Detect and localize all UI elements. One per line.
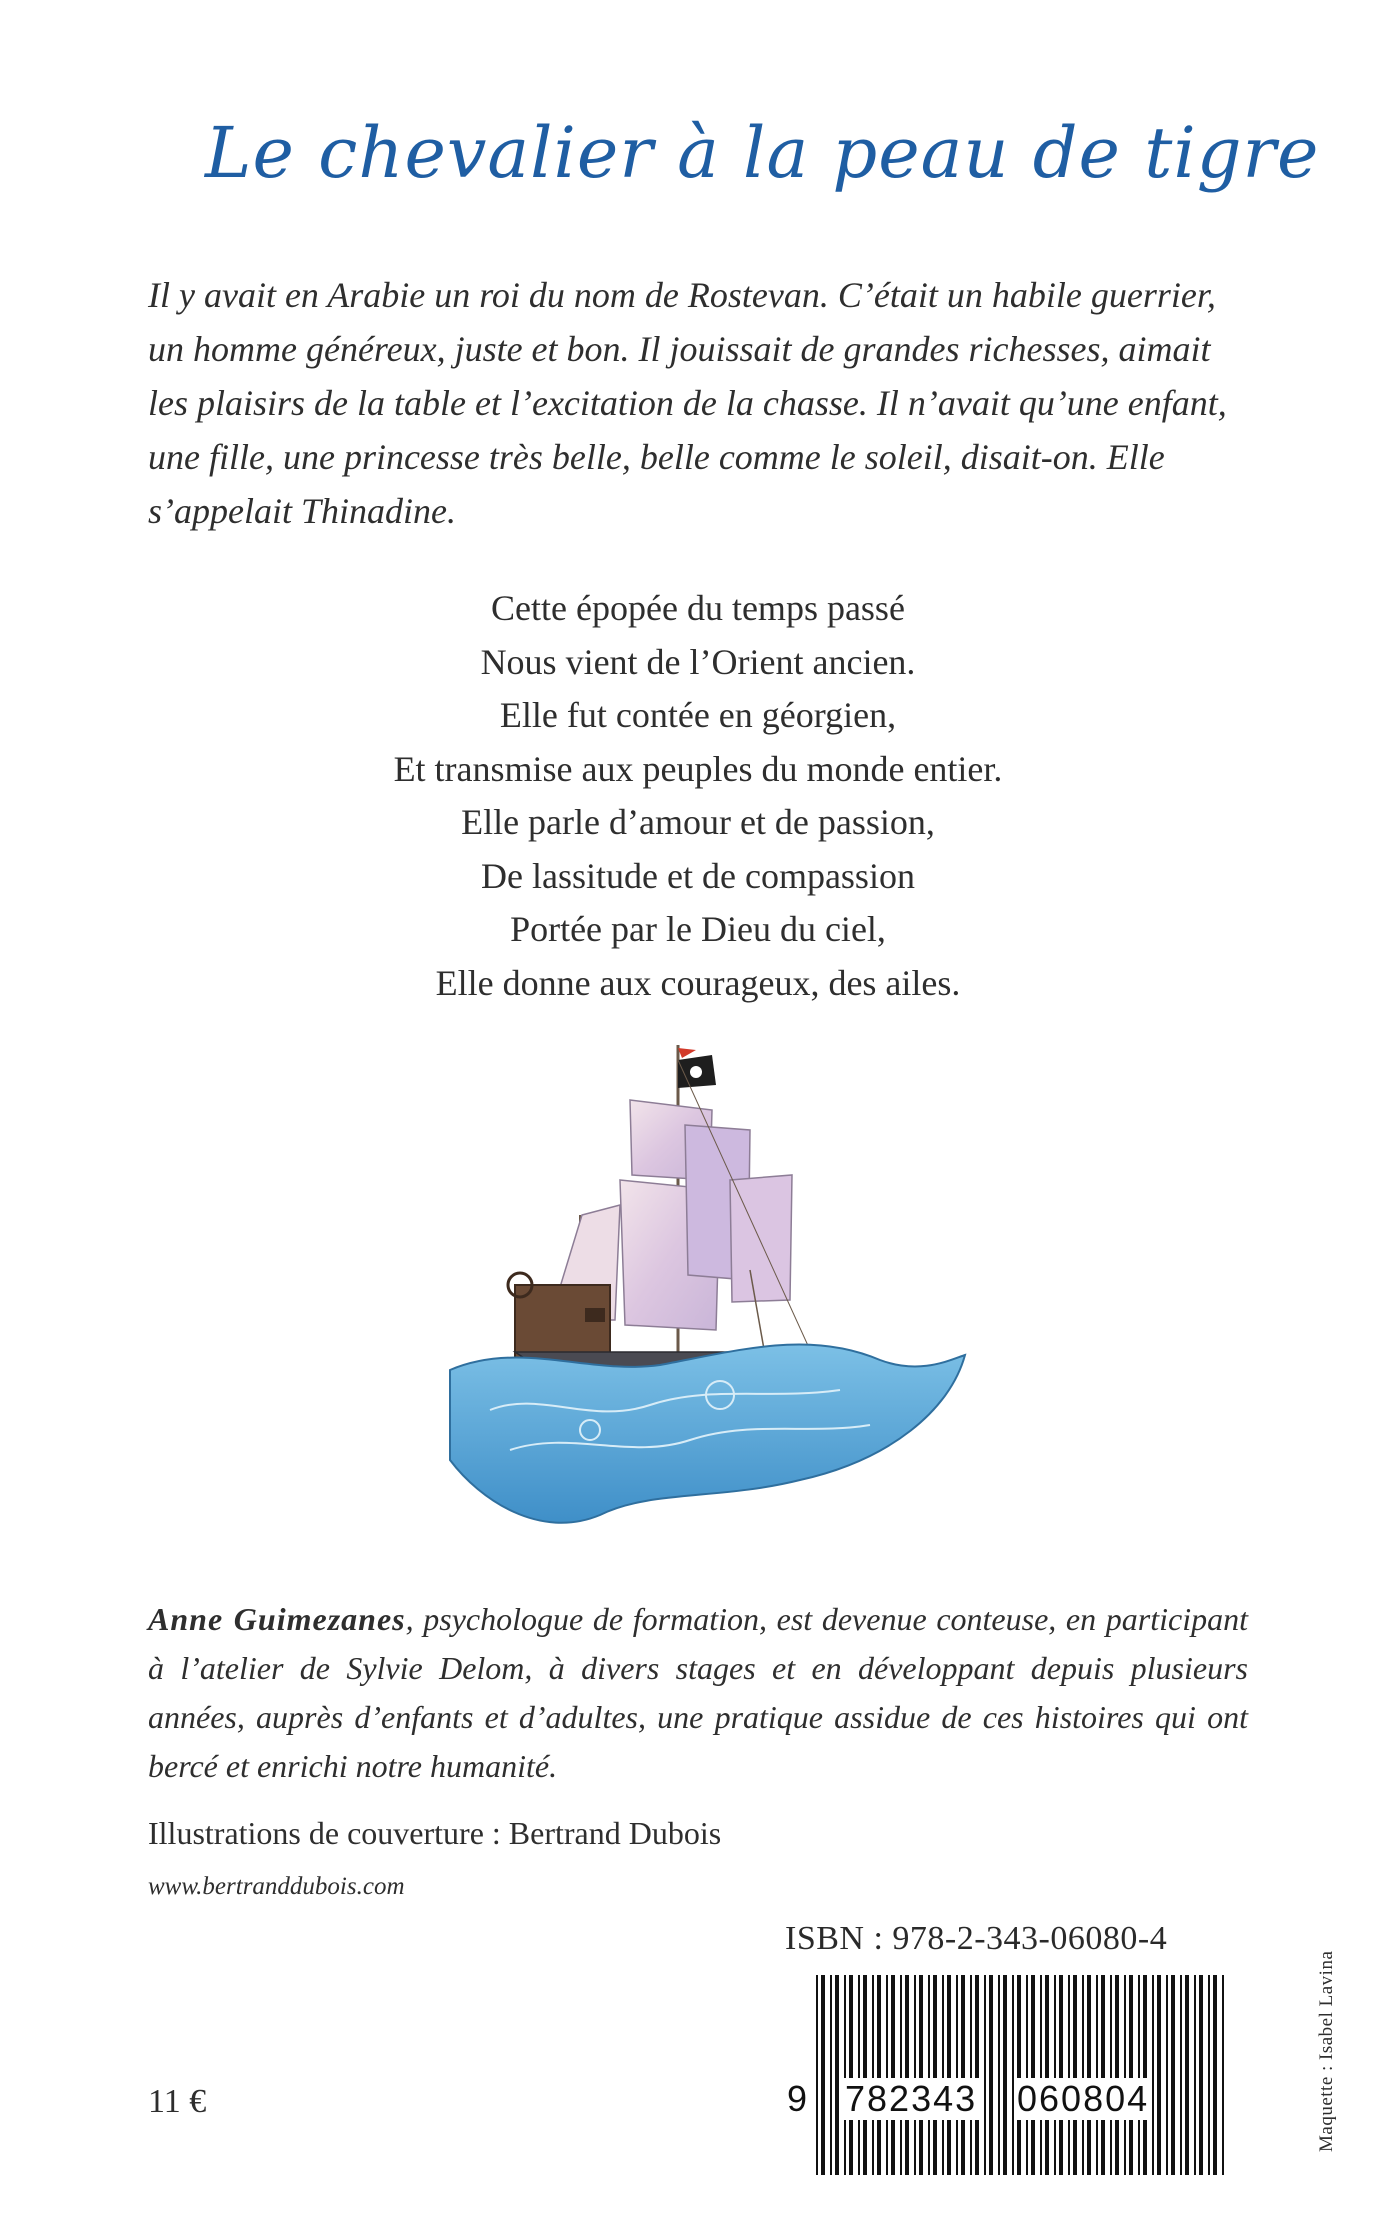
barcode-bar: [1185, 1975, 1189, 2175]
barcode-digits-right: 060804: [1017, 2078, 1150, 2119]
barcode-bar: [1171, 1975, 1175, 2175]
barcode-bar: [984, 1975, 986, 2175]
barcode-bar: [1194, 1975, 1196, 2175]
barcode-bar: [1101, 1975, 1105, 2175]
barcode-bar: [1087, 1975, 1091, 2175]
poem-line: Elle fut contée en géorgien,: [499, 695, 897, 735]
barcode-bar: [886, 1975, 888, 2175]
barcode-bar: [891, 1975, 895, 2175]
barcode: [812, 1975, 1228, 2175]
ship-illustration-icon: [420, 1030, 980, 1570]
barcode-bar: [1115, 1975, 1119, 2175]
barcode-bar: [942, 1975, 944, 2175]
barcode-bar: [1045, 1975, 1049, 2175]
barcode-bar: [1180, 1975, 1182, 2175]
barcode-bar: [928, 1975, 930, 2175]
author-bio-text: , psychologue de formation, est devenue conteuse, en participant à l’atelier de Sylvie Delom, à divers stages et en développant depuis plusieurs années, auprès d’enfants et d’adultes, une pratique assidue de ces histoires qui ont bercé et enrichi notre humanité.: [148, 1601, 1249, 1784]
poem: [148, 582, 1248, 1010]
barcode-bar: [835, 1975, 839, 2175]
barcode-bar: [1152, 1975, 1154, 2175]
barcode-bar: [1059, 1975, 1063, 2175]
barcode-bar: [975, 1975, 979, 2175]
barcode-bar: [1073, 1975, 1077, 2175]
barcode-bar: [1157, 1975, 1161, 2175]
design-credit: Maquette : Isabel Lavina: [1316, 1950, 1337, 2152]
barcode-bar: [1082, 1975, 1084, 2175]
barcode-bar: [1138, 1975, 1140, 2175]
poem-line: Elle parle d’amour et de passion,: [461, 802, 935, 842]
poem-line: Nous vient de l’Orient ancien.: [480, 641, 916, 682]
barcode-bar: [905, 1975, 909, 2175]
barcode-bar: [1213, 1975, 1217, 2175]
poem-line: Portée par le Dieu du ciel,: [510, 909, 886, 949]
poem-line: De lassitude et de compassion: [481, 855, 915, 896]
barcode-bar: [858, 1975, 860, 2175]
barcode-bar: [872, 1975, 874, 2175]
barcode-bar: [998, 1975, 1000, 2175]
isbn: ISBN : 978-2-343-06080-4: [785, 1920, 1168, 1957]
barcode-bar: [816, 1975, 818, 2175]
barcode-digits-left: 782343: [845, 2078, 978, 2119]
barcode-bar: [830, 1975, 832, 2175]
barcode-bar: [1068, 1975, 1070, 2175]
poem-line: Et transmise aux peuples du monde entier.: [393, 748, 1003, 789]
barcode-bar: [1222, 1975, 1224, 2175]
barcode-bar: [863, 1975, 867, 2175]
barcode-bar: [914, 1975, 916, 2175]
barcode-bar: [877, 1975, 881, 2175]
barcode-bar: [947, 1975, 951, 2175]
barcode-bar: [1040, 1975, 1042, 2175]
barcode-bar: [956, 1975, 958, 2175]
barcode-bar: [1208, 1975, 1210, 2175]
barcode-digit-prefix: 9: [787, 2078, 808, 2119]
barcode-bar: [1026, 1975, 1028, 2175]
barcode-bar: [1129, 1975, 1133, 2175]
illustrator-website-link[interactable]: www.bertranddubois.com: [148, 1873, 405, 1900]
barcode-bar: [1124, 1975, 1126, 2175]
barcode-digits: [785, 2078, 1245, 2138]
barcode-bar: [1166, 1975, 1168, 2175]
barcode-bar: [1003, 1975, 1007, 2175]
book-title: Le chevalier à la peau de tigre: [205, 112, 1320, 194]
author-name: Anne Guimezanes: [148, 1601, 406, 1637]
barcode-bar: [849, 1975, 853, 2175]
barcode-bar: [1012, 1975, 1014, 2175]
barcode-bar: [919, 1975, 923, 2175]
author-bio: [148, 1595, 1248, 1791]
price: 11 €: [148, 2083, 207, 2120]
barcode-bar: [1017, 1975, 1021, 2175]
barcode-bar: [1054, 1975, 1056, 2175]
barcode-bar: [844, 1975, 846, 2175]
barcode-bar: [900, 1975, 902, 2175]
intro-paragraph: Il y avait en Arabie un roi du nom de Rostevan. C’était un habile guerrier, un homme généreux, juste et bon. Il jouissait de grandes richesses, aimait les plaisirs de la table et l’excitation de la chasse. Il n’avait qu’une enfant, une fille, une princesse très belle, belle comme le soleil, disait-on. Elle s’appelait Thinadine.: [148, 275, 1227, 531]
barcode-bar: [1199, 1975, 1203, 2175]
barcode-bar: [1096, 1975, 1098, 2175]
poem-line: Elle donne aux courageux, des ailes.: [435, 962, 961, 1003]
illustration-credit: Illustrations de couverture : Bertrand Dubois: [148, 1815, 722, 1851]
barcode-bar: [1031, 1975, 1035, 2175]
barcode-bar: [1143, 1975, 1147, 2175]
poem-line: Cette épopée du temps passé: [491, 588, 905, 628]
barcode-bar: [821, 1975, 825, 2175]
barcode-bar: [989, 1975, 993, 2175]
barcode-bar: [970, 1975, 972, 2175]
barcode-bar: [933, 1975, 937, 2175]
barcode-bar: [961, 1975, 965, 2175]
barcode-bar: [1110, 1975, 1112, 2175]
